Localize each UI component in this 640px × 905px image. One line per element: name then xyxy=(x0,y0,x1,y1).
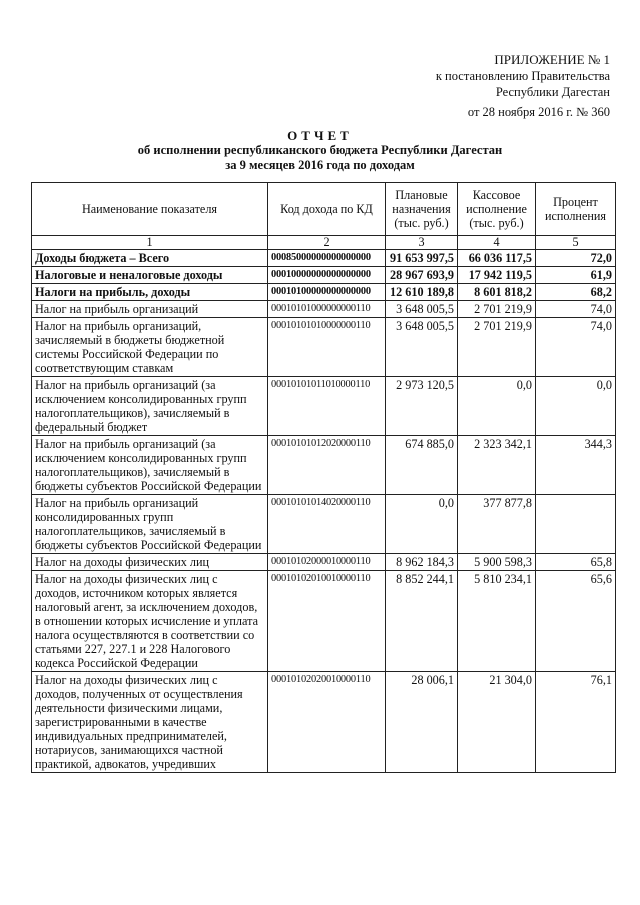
appendix-decree: к постановлению Правительства xyxy=(435,69,610,83)
row-percent: 74,0 xyxy=(536,301,616,318)
header-executed: Кассовое исполнение (тыс. руб.) xyxy=(458,183,536,236)
row-name: Налог на прибыль организаций, зачисляемый в бюджеты бюджетной системы Российской Федерации по соответствующим ставкам xyxy=(32,318,268,377)
row-percent: 61,9 xyxy=(536,267,616,284)
row-planned: 12 610 189,8 xyxy=(386,284,458,301)
row-code: 00010101011010000110 xyxy=(268,377,386,436)
report-title-period: за 9 месяцев 2016 года по доходам xyxy=(225,158,415,172)
header-planned: Плановые назначения (тыс. руб.) xyxy=(386,183,458,236)
appendix-number: ПРИЛОЖЕНИЕ № 1 xyxy=(494,52,610,67)
row-code: 00010101000000000110 xyxy=(268,301,386,318)
row-code: 00010102010010000110 xyxy=(268,571,386,672)
row-percent: 76,1 xyxy=(536,672,616,773)
row-percent: 68,2 xyxy=(536,284,616,301)
row-executed: 0,0 xyxy=(458,377,536,436)
row-executed: 5 900 598,3 xyxy=(458,554,536,571)
row-percent: 72,0 xyxy=(536,250,616,267)
row-percent: 74,0 xyxy=(536,318,616,377)
row-executed: 8 601 818,2 xyxy=(458,284,536,301)
row-code: 00010101014020000110 xyxy=(268,495,386,554)
header-code: Код дохода по КД xyxy=(268,183,386,236)
appendix-republic: Республики Дагестан xyxy=(495,85,610,99)
row-executed: 2 323 342,1 xyxy=(458,436,536,495)
row-planned: 2 973 120,5 xyxy=(386,377,458,436)
row-executed: 377 877,8 xyxy=(458,495,536,554)
column-number-row xyxy=(32,236,616,250)
report-title-subject: об исполнении республиканского бюджета Республики Дагестан xyxy=(137,143,503,157)
row-code: 00085000000000000000 xyxy=(268,250,386,267)
revenue-table xyxy=(31,182,616,773)
row-code: 00010101012020000110 xyxy=(268,436,386,495)
report-title-main: ОТЧЕТ xyxy=(287,128,353,143)
row-name: Налог на прибыль организаций xyxy=(32,301,268,318)
row-planned: 0,0 xyxy=(386,495,458,554)
row-planned: 28 967 693,9 xyxy=(386,267,458,284)
row-code: 00010102000010000110 xyxy=(268,554,386,571)
table-row xyxy=(32,318,616,377)
row-name: Налог на доходы физических лиц xyxy=(32,554,268,571)
column-number: 4 xyxy=(458,236,536,250)
row-executed: 5 810 234,1 xyxy=(458,571,536,672)
row-planned: 3 648 005,5 xyxy=(386,318,458,377)
row-percent: 344,3 xyxy=(536,436,616,495)
row-code: 00010102020010000110 xyxy=(268,672,386,773)
table-row xyxy=(32,554,616,571)
row-code: 00010100000000000000 xyxy=(268,284,386,301)
table-row xyxy=(32,495,616,554)
row-name: Доходы бюджета – Всего xyxy=(32,250,268,267)
row-planned: 8 962 184,3 xyxy=(386,554,458,571)
column-number: 1 xyxy=(32,236,268,250)
row-percent: 65,8 xyxy=(536,554,616,571)
row-executed: 66 036 117,5 xyxy=(458,250,536,267)
column-number: 5 xyxy=(536,236,616,250)
row-percent xyxy=(536,495,616,554)
table-header-row xyxy=(32,183,616,236)
table-row xyxy=(32,436,616,495)
row-percent: 65,6 xyxy=(536,571,616,672)
row-planned: 91 653 997,5 xyxy=(386,250,458,267)
row-executed: 2 701 219,9 xyxy=(458,301,536,318)
row-planned: 8 852 244,1 xyxy=(386,571,458,672)
column-number: 3 xyxy=(386,236,458,250)
row-percent: 0,0 xyxy=(536,377,616,436)
row-planned: 3 648 005,5 xyxy=(386,301,458,318)
row-executed: 17 942 119,5 xyxy=(458,267,536,284)
header-percent: Процент исполнения xyxy=(536,183,616,236)
row-planned: 674 885,0 xyxy=(386,436,458,495)
row-name: Налоговые и неналоговые доходы xyxy=(32,267,268,284)
row-executed: 21 304,0 xyxy=(458,672,536,773)
row-executed: 2 701 219,9 xyxy=(458,318,536,377)
row-name: Налог на прибыль организаций (за исключением консолидированных групп налогоплательщиков), зачисляемый в федеральный бюджет xyxy=(32,377,268,436)
table-row xyxy=(32,571,616,672)
row-name: Налог на прибыль организаций (за исключением консолидированных групп налогоплательщиков), зачисляемый в бюджеты субъектов Российской Федерации xyxy=(32,436,268,495)
row-name: Налог на доходы физических лиц с доходов, полученных от осуществления деятельности физическими лицами, зарегистрированными в качестве индивидуальных предпринимателей, нотариусов, занимающихся частной практикой, адвокатов, учредивших xyxy=(32,672,268,773)
row-code: 00010000000000000000 xyxy=(268,267,386,284)
row-name: Налоги на прибыль, доходы xyxy=(32,284,268,301)
table-row xyxy=(32,377,616,436)
table-row xyxy=(32,301,616,318)
table-row xyxy=(32,250,616,267)
column-number: 2 xyxy=(268,236,386,250)
table-row xyxy=(32,672,616,773)
header-name: Наименование показателя xyxy=(32,183,268,236)
table-row xyxy=(32,284,616,301)
row-name: Налог на доходы физических лиц с доходов, источником которых является налоговый агент, за исключением доходов, в отношении которых исчисление и уплата налога осуществляются в соответствии со статьями 227, 227.1 и 228 Налогового кодекса Российской Федерации xyxy=(32,571,268,672)
appendix-date: от 28 ноября 2016 г. № 360 xyxy=(467,105,610,119)
row-name: Налог на прибыль организаций консолидированных групп налогоплательщиков, зачисляемый в бюджеты субъектов Российской Федерации xyxy=(32,495,268,554)
row-code: 00010101010000000110 xyxy=(268,318,386,377)
table-row xyxy=(32,267,616,284)
row-planned: 28 006,1 xyxy=(386,672,458,773)
